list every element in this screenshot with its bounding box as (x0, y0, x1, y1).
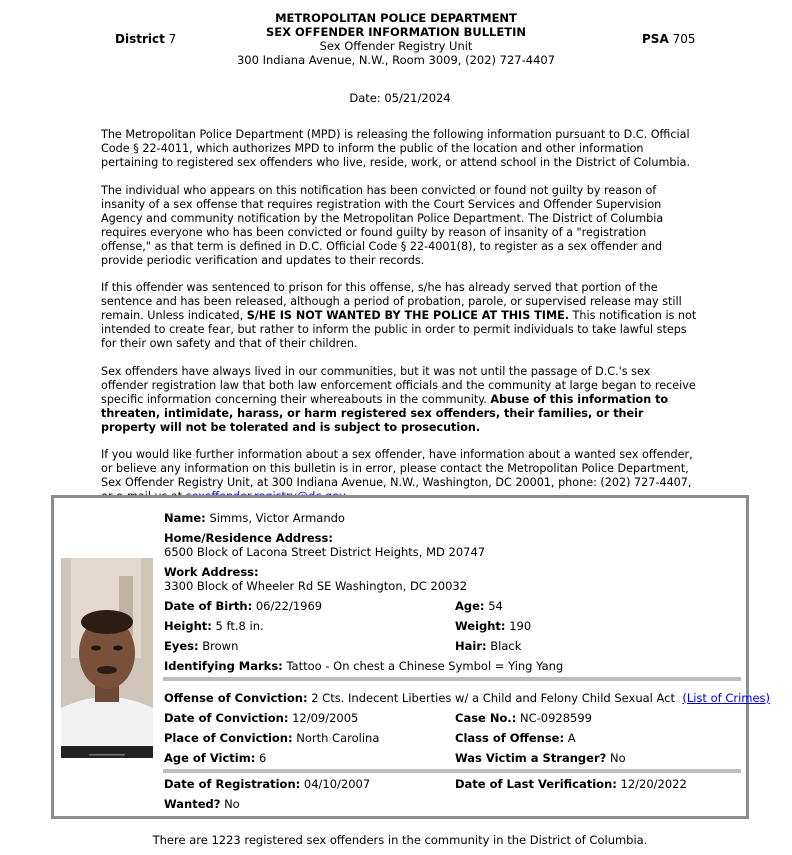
weight-label: Weight: (455, 619, 506, 633)
offender-card (51, 495, 771, 819)
age-value: 54 (488, 599, 503, 613)
psa-value: 705 (672, 32, 696, 46)
work-address-label (164, 565, 259, 579)
class-row (455, 731, 576, 745)
home-address: 6500 Block of Lacona Street District Heights, MD 20747 (164, 545, 486, 559)
wanted-row (164, 797, 240, 811)
p3-text-end: This notification is not intended to create fear, but rather to inform the public in order to permit individuals to take lawful steps for their own safety and that of their children. (101, 309, 697, 350)
section-divider (163, 677, 741, 681)
conviction-date-label: Date of Conviction: (164, 711, 289, 725)
place-row (164, 731, 379, 745)
marks-row (164, 659, 563, 673)
home-label: Home/Residence Address: (164, 531, 333, 545)
intro-paragraph-3 (101, 281, 697, 351)
unit-name: Sex Offender Registry Unit (319, 39, 473, 53)
height-row (164, 619, 264, 633)
dob-label: Date of Birth: (164, 599, 253, 613)
district-key: District (115, 32, 165, 46)
stranger-row (455, 751, 626, 765)
dob-row (164, 599, 322, 613)
victim-age-label: Age of Victim: (164, 751, 256, 765)
intro-paragraph-4 (101, 365, 697, 435)
conviction-date-row (164, 711, 358, 725)
registration-row (164, 777, 370, 791)
psa-label (642, 32, 695, 46)
work-label: Work Address: (164, 565, 259, 579)
offense-label: Offense of Conviction: (164, 691, 308, 705)
wanted-label: Wanted? (164, 797, 221, 811)
bulletin-date: Date: 05/21/2024 (349, 91, 451, 105)
intro-paragraph-1: The Metropolitan Police Department (MPD) is releasing the following information pursuant to D.C. Official Code § 22-4011, which authorizes MPD to inform the public of the location and other information pertaining to registered sex offenders who live, reside, work, or attend school in the District of Columbia. (101, 128, 691, 169)
work-address: 3300 Block of Wheeler Rd SE Washington, DC 20032 (164, 579, 468, 593)
unit-address: 300 Indiana Avenue, N.W., Room 3009, (202) 727-4407 (236, 53, 556, 67)
offense-value: 2 Cts. Indecent Liberties w/ a Child and Felony Child Sexual Act (311, 691, 676, 705)
case-value: NC-0928599 (520, 711, 592, 725)
victim-age-row (164, 751, 266, 765)
class-label: Class of Offense: (455, 731, 565, 745)
bulletin-title: SEX OFFENDER INFORMATION BULLETIN (266, 25, 526, 39)
intro-text (101, 128, 697, 518)
place-value: North Carolina (296, 731, 380, 745)
verification-label: Date of Last Verification: (455, 777, 617, 791)
p4-text: Sex offenders have always lived in our communities, but it was not until the passage of D.C.'s sex offender registration law that both law enforcement officials and the community at large began to receive specific information concerning their whereabouts in the community. (101, 364, 696, 406)
district-value: 7 (168, 32, 177, 46)
offender-photo (61, 558, 153, 758)
p3-text: If this offender was sentenced to prison for this offense, s/he has already served that portion of the sentence and has been released, although a period of probation, parole, or supervised release may still remain. Unless indicated, (101, 281, 682, 322)
psa-key: PSA (642, 32, 669, 46)
weight-value: 190 (509, 619, 532, 633)
list-of-crimes-link[interactable]: (List of Crimes) (682, 691, 771, 705)
wanted-value: No (224, 797, 240, 811)
intro-paragraph-2: The individual who appears on this notification has been convicted or found not guilty by reason of insanity of a sex offense that requires registration with the Court Services and Offender Supervision Agency and community notification by the Metropolitan Police Department. The District of Columbia requires everyone who has been convicted or found guilty by reason of insanity of a "registration offense," as that term is defined in D.C. Official Code § 22-4001(8), to register as a sex offender and provide periodic verification and updates to their records. (101, 183, 664, 267)
marks-value: Tattoo - On chest a Chinese Symbol = Ying Yang (286, 659, 564, 673)
height-value: 5 ft.8 in. (215, 619, 264, 633)
case-label: Case No.: (455, 711, 517, 725)
stranger-value: No (609, 751, 626, 765)
hair-value: Black (490, 639, 522, 653)
registry-count: There are 1223 registered sex offenders in the community in the District of Columbia. (152, 833, 648, 847)
weight-row (455, 619, 531, 633)
offense-row (164, 691, 770, 705)
eyes-value: Brown (202, 639, 239, 653)
eyes-label: Eyes: (164, 639, 199, 653)
stranger-label: Was Victim a Stranger? (455, 751, 607, 765)
height-label: Height: (164, 619, 212, 633)
name-label: Name: (164, 511, 206, 525)
home-address-label (164, 531, 333, 545)
case-row (455, 711, 592, 725)
place-label: Place of Conviction: (164, 731, 293, 745)
age-label: Age: (455, 599, 485, 613)
verification-value: 12/20/2022 (620, 777, 687, 791)
marks-label: Identifying Marks: (164, 659, 283, 673)
offender-name: Simms, Victor Armando (209, 511, 345, 525)
registration-label: Date of Registration: (164, 777, 301, 791)
hair-label: Hair: (455, 639, 487, 653)
registration-value: 04/10/2007 (303, 777, 371, 791)
abuse-warning: Abuse of this information to threaten, intimidate, harass, or harm registered sex offenders, their families, or their property will not be tolerated and is subject to prosecution. (101, 392, 669, 434)
offender-photo-image (61, 558, 153, 758)
age-row (455, 599, 503, 613)
class-value: A (567, 731, 576, 745)
victim-age-value: 6 (258, 751, 267, 765)
dob-value: 06/22/1969 (255, 599, 323, 613)
not-wanted-notice: S/HE IS NOT WANTED BY THE POLICE AT THIS TIME. (246, 309, 569, 322)
p5-text: If you would like further information about a sex offender, have information about a wanted sex offender, or believe any information on this bulletin is in error, please contact the Metropolitan Police Department, Sex Offender Registry Unit, at 300 Indiana Avenue, N.W., Washington, DC 20001, phone: (202) 727-4407, (101, 448, 693, 489)
eyes-row (164, 639, 238, 653)
conviction-date-value: 12/09/2005 (292, 711, 359, 725)
org-name: METROPOLITAN POLICE DEPARTMENT (275, 11, 517, 25)
hair-row (455, 639, 521, 653)
verification-row (455, 777, 687, 791)
section-divider (163, 769, 741, 773)
name-row (164, 511, 345, 525)
